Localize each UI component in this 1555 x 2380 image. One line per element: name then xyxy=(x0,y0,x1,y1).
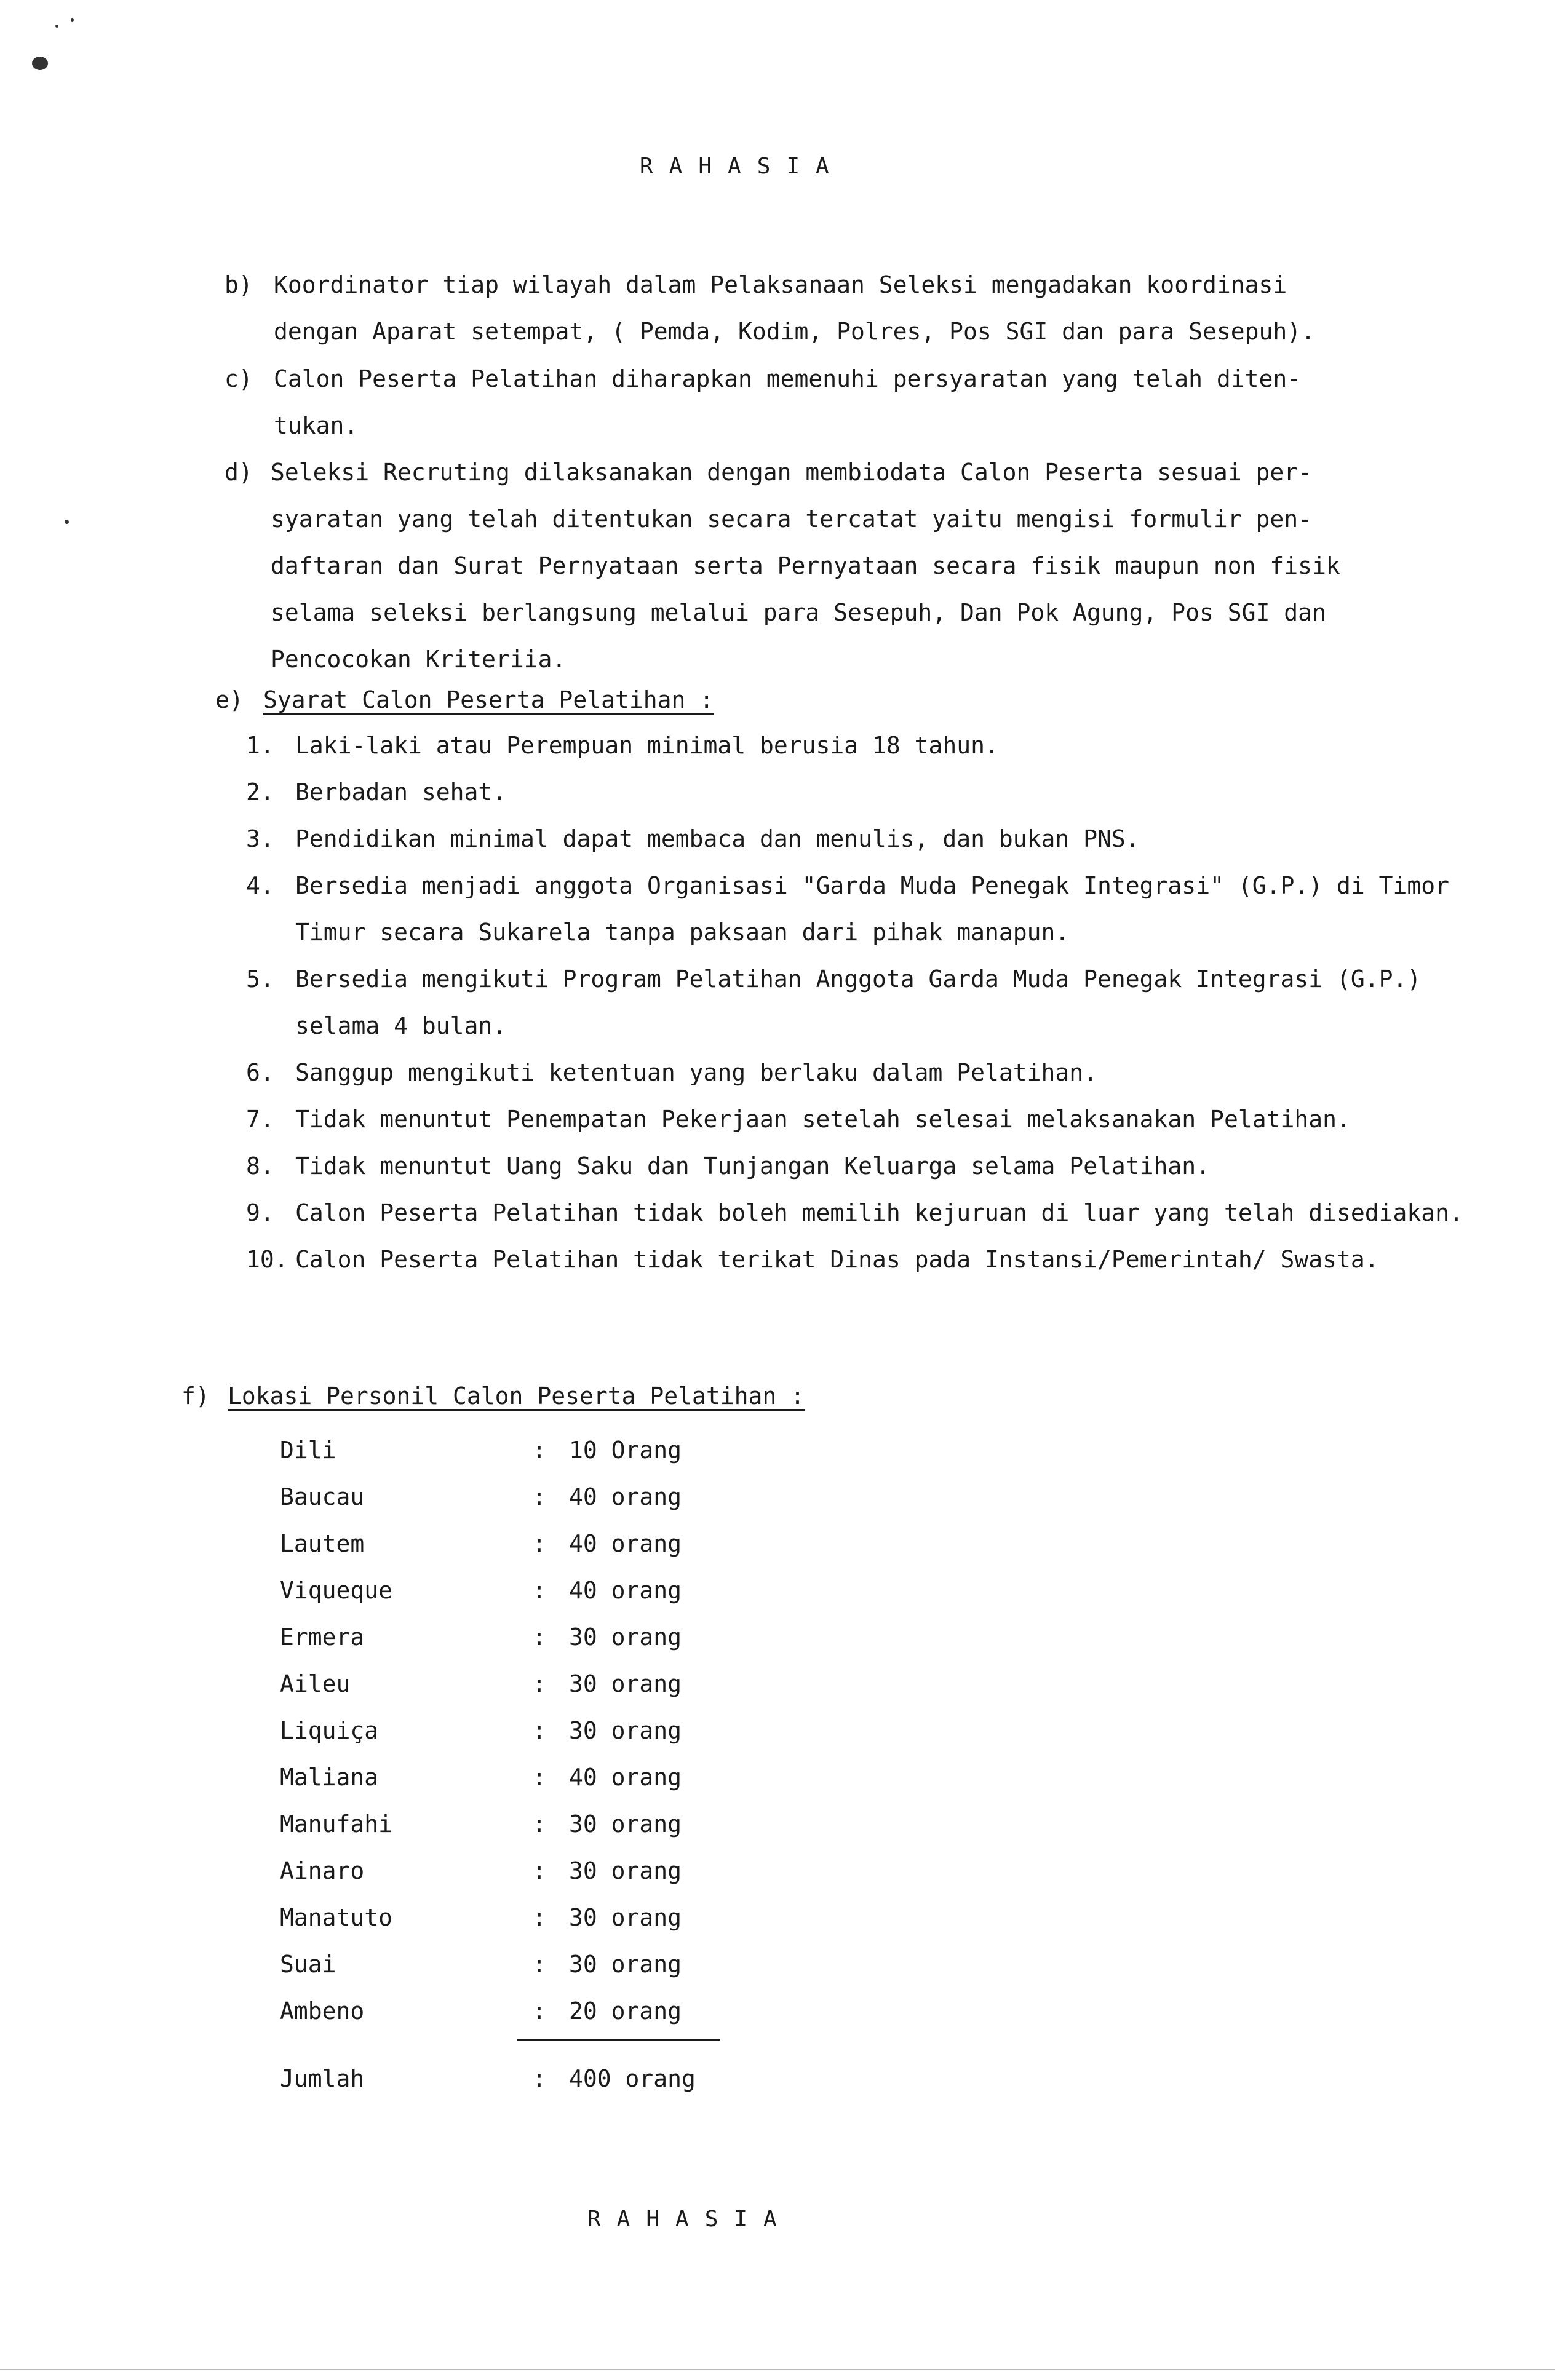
colon: : xyxy=(532,1811,546,1838)
item-text: Calon Peserta Pelatihan tidak boleh memilih kejuruan di luar yang telah disediakan. xyxy=(295,1199,1463,1226)
colon: : xyxy=(532,1857,546,1884)
item-text: Laki-laki atau Perempuan minimal berusia 18 tahun. xyxy=(295,732,999,759)
requirements-list xyxy=(246,722,1489,1283)
location-count: 40 orang xyxy=(569,1577,682,1604)
item-text: Tidak menuntut Uang Saku dan Tunjangan Keluarga selama Pelatihan. xyxy=(295,1152,1211,1180)
para-b-line: dengan Aparat setempat, ( Pemda, Kodim, Polres, Pos SGI dan para Sesepuh). xyxy=(274,318,1315,345)
list-item xyxy=(246,1189,1489,1236)
list-item xyxy=(246,1096,1489,1143)
location-name: Viqueque xyxy=(280,1577,393,1604)
para-c-line: tukan. xyxy=(274,412,359,439)
location-count: 30 orang xyxy=(569,1904,682,1931)
item-text: Bersedia menjadi anggota Organisasi "Garda Muda Penegak Integrasi" (G.P.) di Timor Timur secara Sukarela tanpa paksaan dari pihak manapun. xyxy=(295,872,1449,946)
para-b-text xyxy=(274,261,1315,355)
colon: : xyxy=(532,1997,546,2025)
location-count: 40 orang xyxy=(569,1530,682,1557)
section-f-label: f) xyxy=(181,1382,210,1410)
item-number: 3. xyxy=(246,825,274,852)
sum-rule xyxy=(517,2039,720,2041)
location-count: 30 orang xyxy=(569,1951,682,1978)
list-item xyxy=(246,1143,1489,1189)
location-count: 20 orang xyxy=(569,1997,682,2025)
ink-speck xyxy=(55,25,58,28)
para-d-line: Seleksi Recruting dilaksanakan dengan membiodata Calon Peserta sesuai per- xyxy=(271,459,1312,486)
para-d-label: d) xyxy=(225,459,253,486)
item-text: Berbadan sehat. xyxy=(295,779,507,806)
para-d-text xyxy=(271,449,1340,683)
item-text: Bersedia mengikuti Program Pelatihan Anggota Garda Muda Penegak Integrasi (G.P.) selama 4 bulan. xyxy=(295,966,1422,1039)
item-number: 10. xyxy=(246,1246,288,1273)
section-e-title: Syarat Calon Peserta Pelatihan : xyxy=(263,686,714,713)
ink-speck xyxy=(71,18,74,22)
location-name: Maliana xyxy=(280,1764,379,1791)
scan-edge-line xyxy=(0,2369,1555,2370)
colon: : xyxy=(532,1577,546,1604)
item-number: 6. xyxy=(246,1059,274,1086)
item-text: Tidak menuntut Penempatan Pekerjaan setelah selesai melaksanakan Pelatihan. xyxy=(295,1106,1351,1133)
colon: : xyxy=(532,1764,546,1791)
para-c-label: c) xyxy=(225,365,253,392)
location-count: 40 orang xyxy=(569,1764,682,1791)
location-name: Manatuto xyxy=(280,1904,393,1931)
item-text: Sanggup mengikuti ketentuan yang berlaku dalam Pelatihan. xyxy=(295,1059,1098,1086)
location-name: Dili xyxy=(280,1437,336,1464)
classification-header: RAHASIA xyxy=(640,154,845,179)
section-f-title: Lokasi Personil Calon Peserta Pelatihan : xyxy=(228,1382,805,1410)
list-item xyxy=(246,956,1489,1049)
location-count: 40 orang xyxy=(569,1483,682,1510)
location-count: 30 orang xyxy=(569,1624,682,1651)
colon: : xyxy=(532,1904,546,1931)
item-number: 2. xyxy=(246,779,274,806)
colon: : xyxy=(532,1530,546,1557)
location-count: 10 Orang xyxy=(569,1437,682,1464)
location-count: 30 orang xyxy=(569,1857,682,1884)
location-name: Aileu xyxy=(280,1670,351,1697)
list-item xyxy=(246,862,1489,956)
para-c-text xyxy=(274,355,1301,449)
para-d-line: syaratan yang telah ditentukan secara tercatat yaitu mengisi formulir pen- xyxy=(271,506,1312,533)
list-item xyxy=(246,722,1489,769)
location-name: Ambeno xyxy=(280,1997,365,2025)
para-d-line: daftaran dan Surat Pernyataan serta Pernyataan secara fisik maupun non fisik xyxy=(271,552,1340,579)
colon: : xyxy=(532,1670,546,1697)
para-b-line: Koordinator tiap wilayah dalam Pelaksanaan Seleksi mengadakan koordinasi xyxy=(274,271,1287,298)
item-number: 4. xyxy=(246,872,274,899)
item-number: 9. xyxy=(246,1199,274,1226)
colon: : xyxy=(532,1483,546,1510)
total-label: Jumlah xyxy=(280,2065,365,2092)
location-name: Ermera xyxy=(280,1624,365,1651)
item-number: 7. xyxy=(246,1106,274,1133)
colon: : xyxy=(532,1951,546,1978)
item-text: Calon Peserta Pelatihan tidak terikat Dinas pada Instansi/Pemerintah/ Swasta. xyxy=(295,1246,1379,1273)
colon: : xyxy=(532,1624,546,1651)
section-e-label: e) xyxy=(215,686,244,713)
location-name: Manufahi xyxy=(280,1811,393,1838)
location-name: Baucau xyxy=(280,1483,365,1510)
location-name: Ainaro xyxy=(280,1857,365,1884)
location-name: Suai xyxy=(280,1951,336,1978)
location-count: 30 orang xyxy=(569,1811,682,1838)
classification-footer: RAHASIA xyxy=(587,2207,793,2232)
location-count: 30 orang xyxy=(569,1717,682,1744)
para-b-label: b) xyxy=(225,271,253,298)
para-d-line: Pencocokan Kriteriia. xyxy=(271,646,567,673)
item-text: Pendidikan minimal dapat membaca dan menulis, dan bukan PNS. xyxy=(295,825,1140,852)
colon: : xyxy=(532,2065,546,2092)
item-number: 1. xyxy=(246,732,274,759)
location-name: Lautem xyxy=(280,1530,365,1557)
location-name: Liquiça xyxy=(280,1717,379,1744)
list-item xyxy=(246,815,1489,862)
colon: : xyxy=(532,1717,546,1744)
para-c-line: Calon Peserta Pelatihan diharapkan memenuhi persyaratan yang telah diten- xyxy=(274,365,1302,392)
para-d-line: selama seleksi berlangsung melalui para Sesepuh, Dan Pok Agung, Pos SGI dan xyxy=(271,599,1326,626)
ink-speck xyxy=(65,520,69,524)
item-number: 8. xyxy=(246,1152,274,1180)
colon: : xyxy=(532,1437,546,1464)
list-item xyxy=(246,1049,1489,1096)
list-item xyxy=(246,769,1489,815)
location-count: 30 orang xyxy=(569,1670,682,1697)
total-count: 400 orang xyxy=(569,2065,696,2092)
item-number: 5. xyxy=(246,966,274,993)
ink-blot xyxy=(32,57,48,70)
list-item xyxy=(246,1236,1489,1283)
